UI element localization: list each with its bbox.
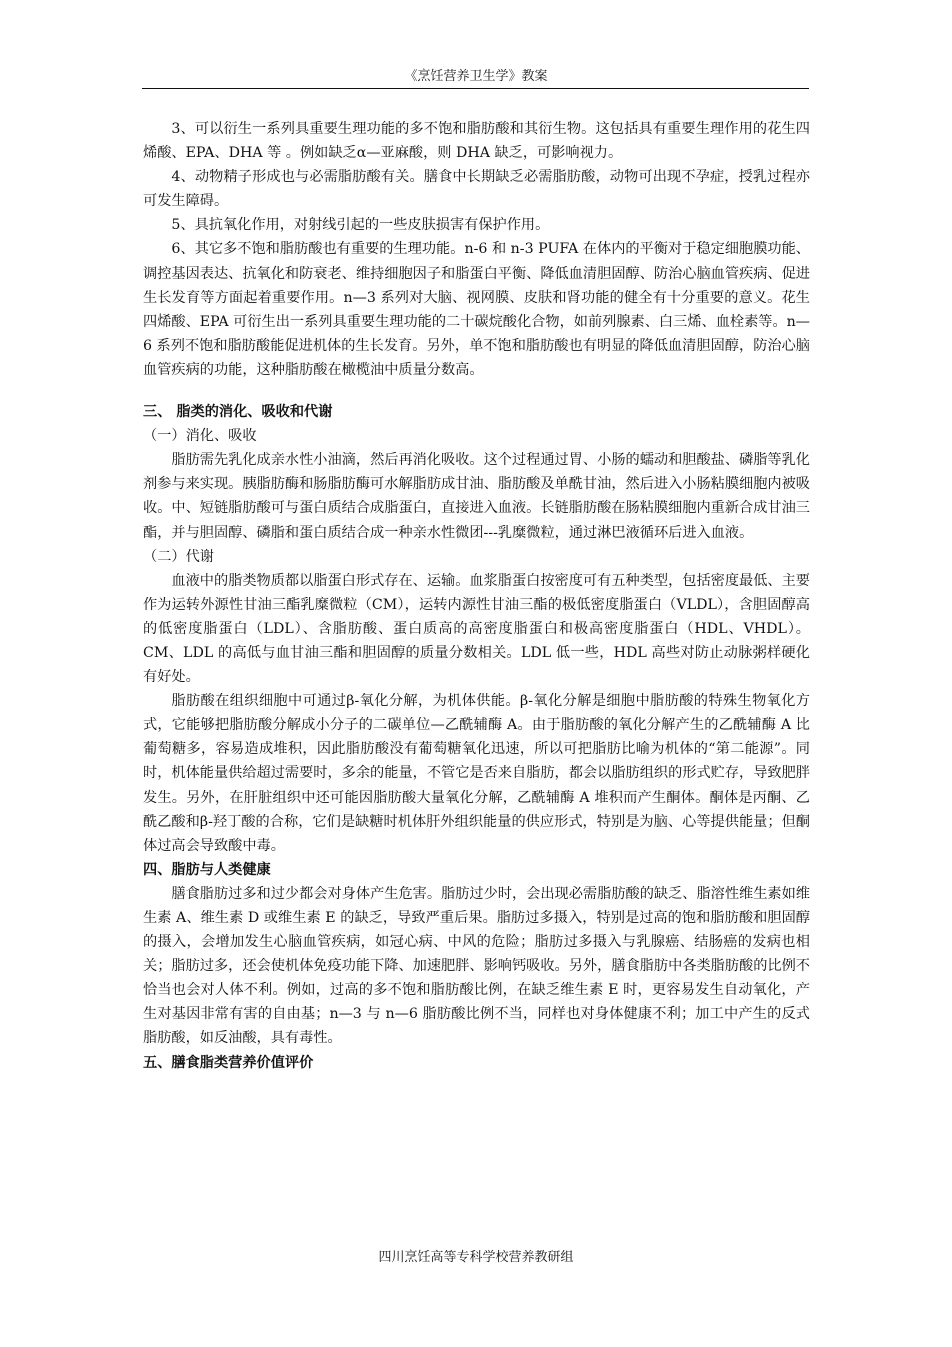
section-gap — [143, 382, 810, 400]
page-header: 《烹饪营养卫生学》教案 — [404, 69, 548, 84]
header-rule — [142, 88, 809, 89]
paragraph-health: 膳食脂肪过多和过少都会对身体产生危害。脂肪过少时，会出现必需脂肪酸的缺乏、脂溶性维生素如维生素 A、维生素 D 或维生素 E 的缺乏，导致严重后果。脂肪过多摄入，特别是过高的饱和脂肪酸和胆固醇的摄入，会增加发生心脑血管疾病，如冠心病、中风的危险；脂肪过多摄入与乳腺癌、结肠癌的发病也相关；脂肪过多，还会使机体免疫功能下降、加速肥胖、影响钙吸收。另外，膳食脂肪中各类脂肪酸的比例不恰当也会对人体不利。例如，过高的多不饱和脂肪酸比例，在缺乏维生素 E 时，更容易发生自动氧化，产生对基因非常有害的自由基；n—3 与 n—6 脂肪酸比例不当，同样也对身体健康不利；加工中产生的反式脂肪酸，如反油酸，具有毒性。 — [143, 885, 810, 1047]
paragraph-item-4: 4、动物精子形成也与必需脂肪酸有关。膳食中长期缺乏必需脂肪酸，动物可出现不孕症，授乳过程亦可发生障碍。 — [143, 169, 810, 210]
subheading-digestion: （一）消化、吸收 — [143, 428, 257, 445]
paragraph-item-5: 5、具抗氧化作用，对射线引起的一些皮肤损害有保护作用。 — [171, 217, 550, 234]
section-heading-3: 三、 脂类的消化、吸收和代谢 — [143, 404, 333, 421]
paragraph-item-3: 3、可以衍生一系列具重要生理功能的多不饱和脂肪酸和其衍生物。这包括具有重要生理作用的花生四烯酸、EPA、DHA 等 。例如缺乏α—亚麻酸，则 DHA 缺乏，可影响视力。 — [143, 121, 810, 162]
page-footer: 四川烹饪高等专科学校营养教研组 — [378, 1250, 574, 1265]
paragraph-beta-oxidation: 脂肪酸在组织细胞中可通过β-氧化分解，为机体供能。β-氧化分解是细胞中脂肪酸的特殊生物氧化方式，它能够把脂肪酸分解成小分子的二碳单位—乙酰辅酶 A。由于脂肪酸的氧化分解产生的乙酰辅酶 A 比葡萄糖多，容易造成堆积，因此脂肪酸没有葡萄糖氧化迅速，所以可把脂肪比喻为机体的“第二能源”。同时，机体能量供给超过需要时，多余的能量，不管它是否来自脂肪，都会以脂肪组织的形式贮存，导致肥胖发生。另外，在肝脏组织中还可能因脂肪酸大量氧化分解，乙酰辅酶 A 堆积而产生酮体。酮体是丙酮、乙酰乙酸和β-羟丁酸的合称，它们是缺糖时机体肝外组织能量的供应形式，特别是为脑、心等提供能量；但酮体过高会导致酸中毒。 — [143, 693, 810, 854]
paragraph-digestion: 脂肪需先乳化成亲水性小油滴，然后再消化吸收。这个过程通过胃、小肠的蠕动和胆酸盐、磷脂等乳化剂参与来实现。胰脂肪酶和肠脂肪酶可水解脂肪成甘油、脂肪酸及单酰甘油，然后进入小肠粘膜细胞内被吸收。中、短链脂肪酸可与蛋白质结合成脂蛋白，直接进入血液。长链脂肪酸在肠粘膜细胞内重新合成甘油三酯，并与胆固醇、磷脂和蛋白质结合成一种亲水性微团---乳糜微粒，通过淋巴液循环后进入血液。 — [143, 452, 810, 541]
section-heading-4: 四、脂肪与人类健康 — [143, 861, 271, 878]
document-body — [143, 117, 810, 1075]
paragraph-item-6: 6、其它多不饱和脂肪酸也有重要的生理功能。n-6 和 n-3 PUFA 在体内的平衡对于稳定细胞膜功能、调控基因表达、抗氧化和防衰老、维持细胞因子和脂蛋白平衡、降低血清胆固醇、防治心脑血管疾病、促进生长发育等方面起着重要作用。n—3 系列对大脑、视网膜、皮肤和肾功能的健全有十分重要的意义。花生四烯酸、EPA 可衍生出一系列具重要生理功能的二十碳烷酸化合物，如前列腺素、白三烯、血栓素等。n—6 系列不饱和脂肪酸能促进机体的生长发育。另外，单不饱和脂肪酸也有明显的降低血清胆固醇，防治心脑血管疾病的功能，这种脂肪酸在橄榄油中质量分数高。 — [143, 241, 810, 378]
subheading-metabolism: （二）代谢 — [143, 548, 214, 565]
paragraph-lipoprotein: 血液中的脂类物质都以脂蛋白形式存在、运输。血浆脂蛋白按密度可有五种类型，包括密度最低、主要作为运转外源性甘油三酯乳糜微粒（CM），运转内源性甘油三酯的极低密度脂蛋白（VLDL），含胆固醇高的低密度脂蛋白（LDL）、含脂肪酸、蛋白质高的高密度脂蛋白和极高密度脂蛋白（HDL、VHDL）。CM、LDL 的高低与血甘油三酯和胆固醇的质量分数相关。LDL 低一些，HDL 高些对防止动脉粥样硬化有好处。 — [143, 572, 810, 686]
section-heading-5: 五、膳食脂类营养价值评价 — [143, 1054, 314, 1071]
